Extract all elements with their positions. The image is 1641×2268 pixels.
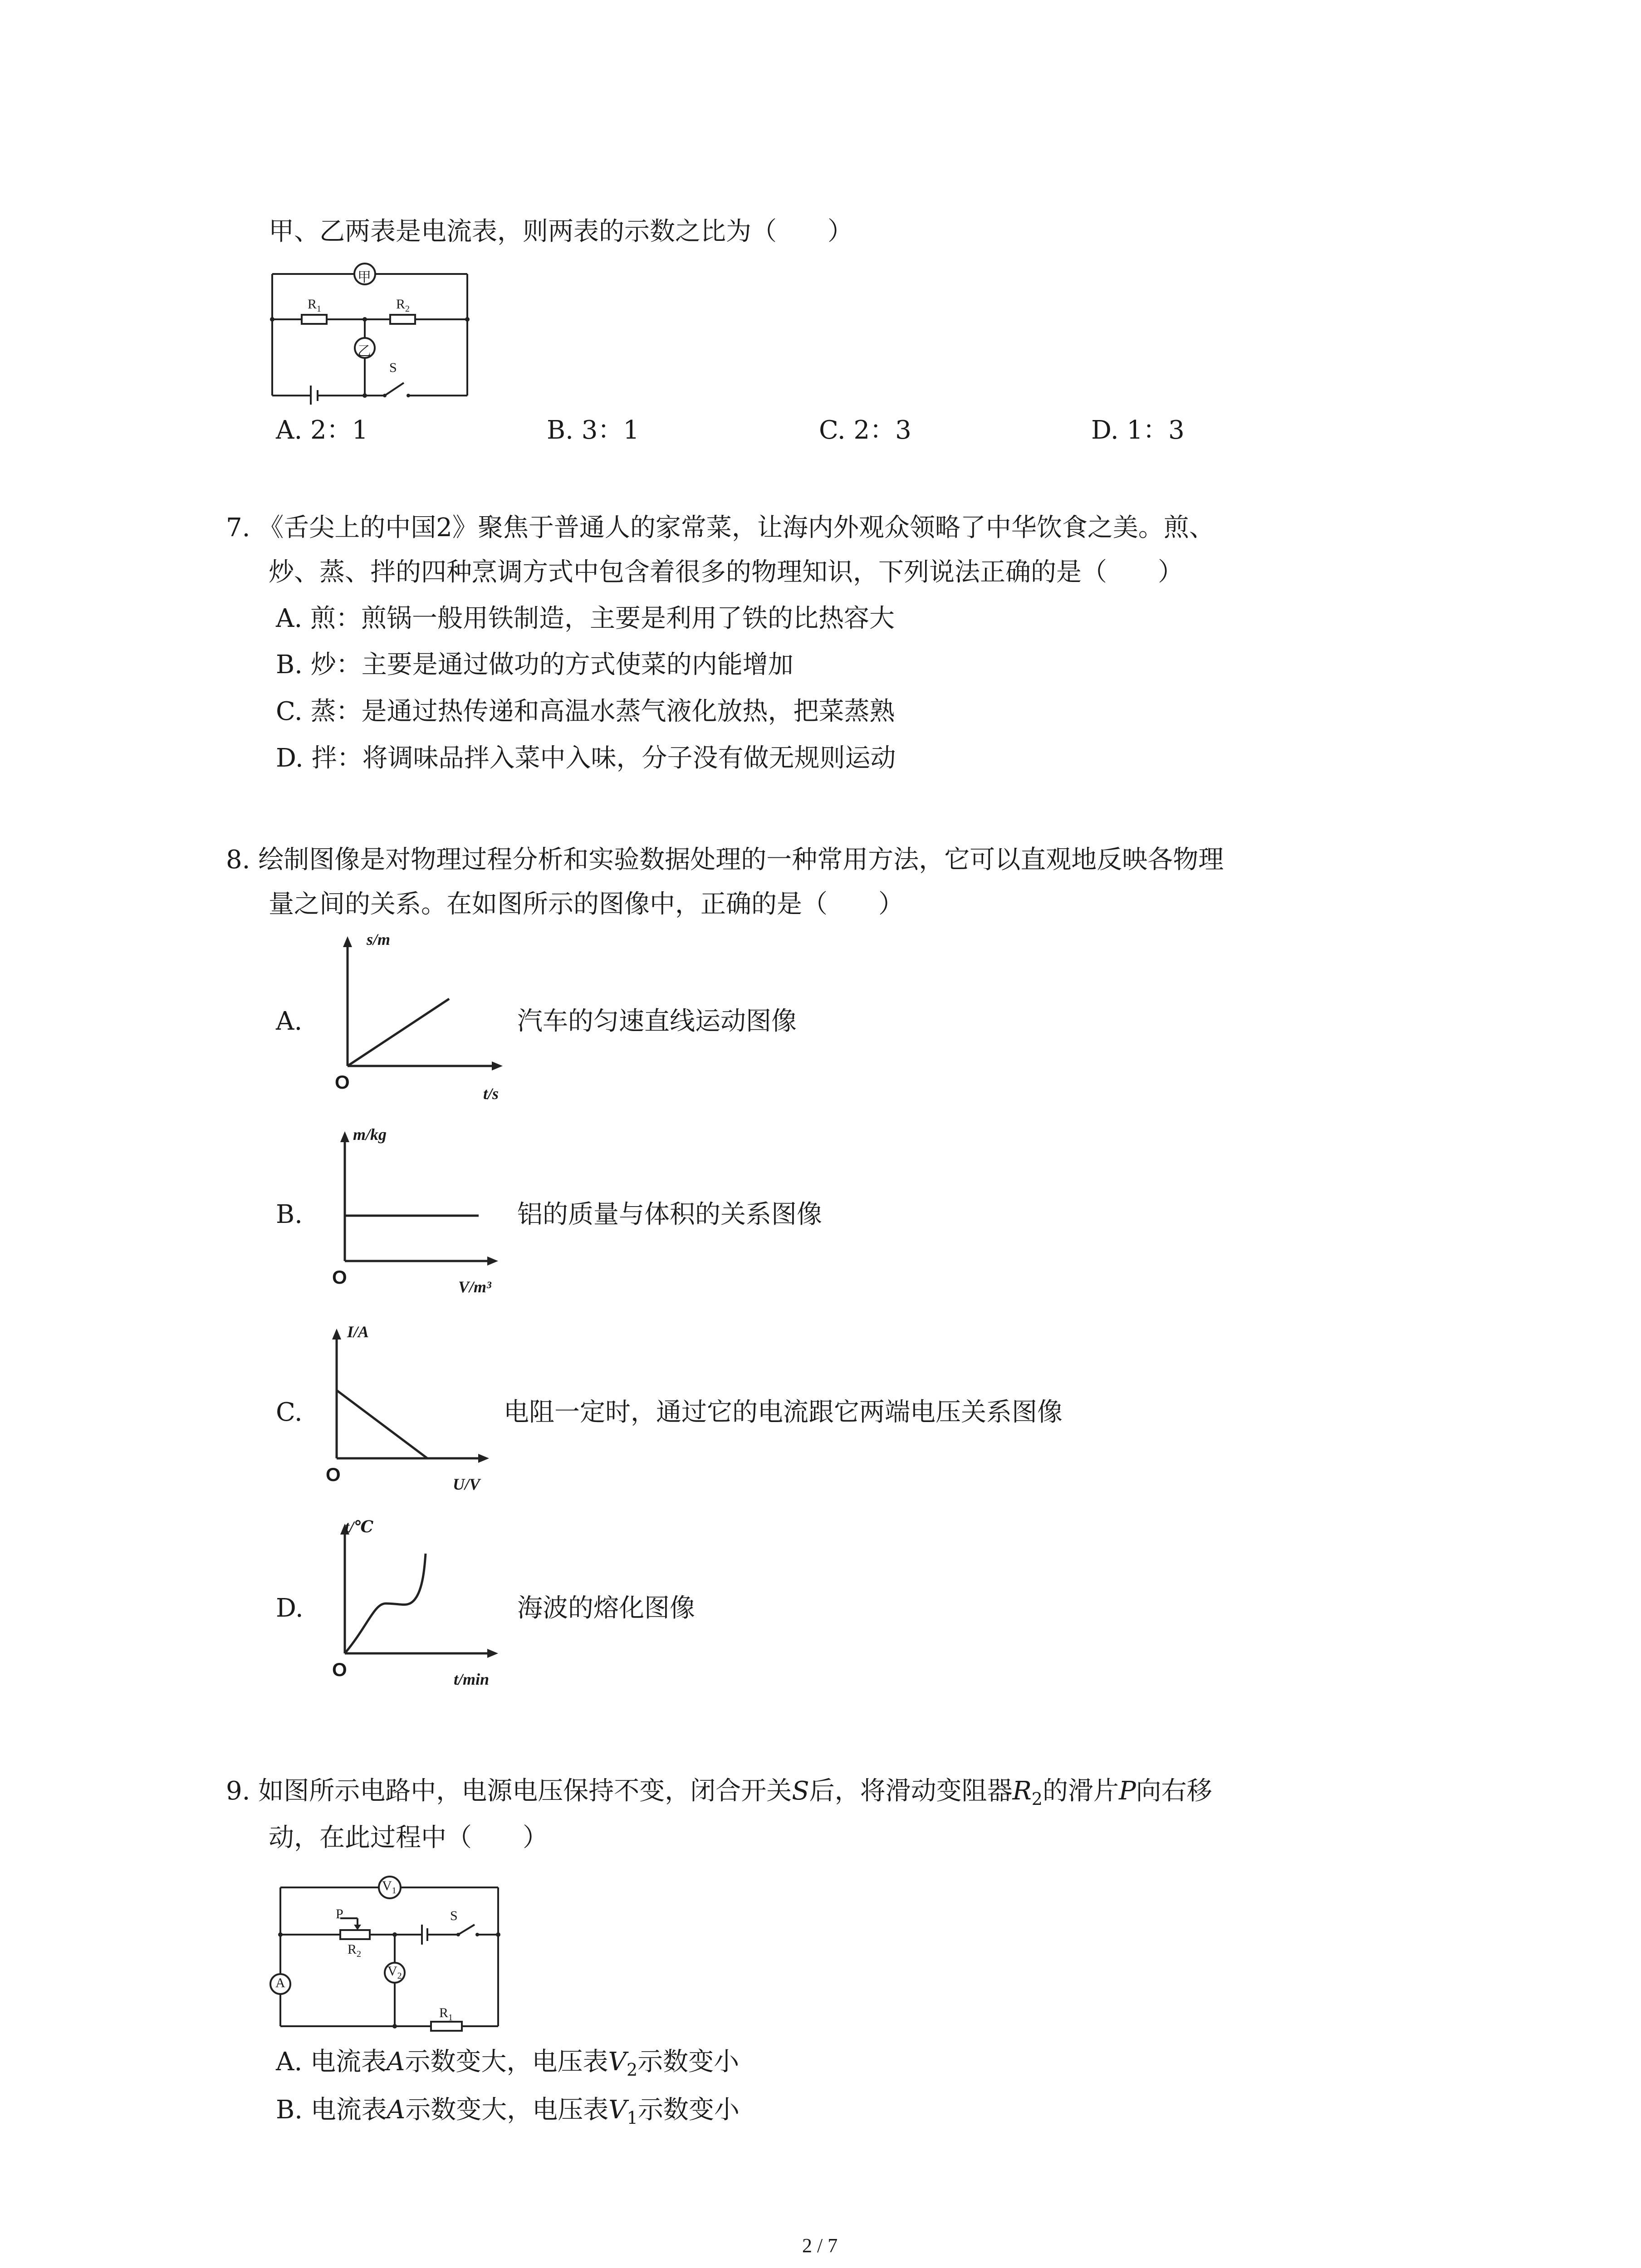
q8-d-xlabel: t/min xyxy=(454,1670,490,1688)
q9-r2-label xyxy=(348,1942,361,1960)
q6-r1-sub: 1 xyxy=(317,304,322,314)
q9-r2-letter: R xyxy=(348,1942,357,1957)
q8-option-a-text: 汽车的匀速直线运动图像 xyxy=(517,1007,797,1036)
page-number: 2 / 7 xyxy=(802,2234,838,2257)
q9-opt-b-pre: B. 电流表 xyxy=(276,2095,387,2125)
q9-r1-sub: 1 xyxy=(448,2013,453,2023)
q9-v2-letter: V xyxy=(387,1964,397,1979)
q6-option-b: B. 3：1 xyxy=(547,415,640,445)
q8-b-ylabel: m/kg xyxy=(353,1125,387,1144)
q9-r2-sub: 2 xyxy=(357,1949,362,1959)
q6-meter-top-label: 甲 xyxy=(358,269,371,285)
q8-option-c-letter: C. xyxy=(276,1398,303,1427)
q9-opt-a-mid: 示数变大，电压表 xyxy=(405,2047,608,2077)
q8-stem-line2: 量之间的关系。在如图所示的图像中，正确的是（ ） xyxy=(269,890,904,919)
q9-v2-label xyxy=(387,1964,402,1981)
q9-circuit-diagram xyxy=(268,1871,513,2034)
q8-c-origin: O xyxy=(326,1464,341,1485)
q9-stem-line1 xyxy=(226,1776,1212,1810)
q6-meter-mid-label: 乙 xyxy=(358,343,371,359)
q9-opt-b-v: V xyxy=(608,2095,627,2125)
q9-opt-b-mid: 示数变大，电压表 xyxy=(405,2095,609,2125)
q7-option-d: D. 拌：将调味品拌入菜中入味，分子没有做无规则运动 xyxy=(276,743,896,773)
q9-stem-p: P xyxy=(1118,1776,1136,1806)
q7-stem-line1: 7. 《舌尖上的中国2》聚焦于普通人的家常菜，让海内外观众领略了中华饮食之美。煎、 xyxy=(226,513,1215,543)
q8-option-a-letter: A. xyxy=(276,1007,303,1036)
q8-d-origin: O xyxy=(332,1659,347,1680)
q8-c-ylabel: I/A xyxy=(347,1323,369,1341)
q8-a-origin: O xyxy=(335,1071,350,1093)
q9-stem-rsub: 2 xyxy=(1031,1789,1043,1809)
q9-v1-letter: V xyxy=(382,1878,392,1893)
q9-v2-sub: 2 xyxy=(397,1971,402,1981)
q6-option-c: C. 2：3 xyxy=(819,415,911,445)
q9-stem-a: 9. 如图所示电路中，电源电压保持不变，闭合开关 xyxy=(226,1776,792,1806)
q8-a-ylabel: s/m xyxy=(367,930,391,948)
q9-stem-line2: 动，在此过程中（ ） xyxy=(269,1823,548,1853)
q9-stem-b: 后，将滑动变阻器 xyxy=(809,1776,1013,1806)
q9-option-a xyxy=(276,2047,739,2081)
q9-opt-a-v: V xyxy=(608,2047,627,2077)
q9-a-label: A xyxy=(275,1975,285,1990)
q8-d-curve-mark xyxy=(345,1554,426,1653)
q8-graph-b xyxy=(318,1125,526,1306)
q9-stem-r: R xyxy=(1012,1776,1032,1806)
q7-option-c: C. 蒸：是通过热传递和高温水蒸气液化放热，把菜蒸熟 xyxy=(276,697,895,726)
q8-option-b-text: 铝的质量与体积的关系图像 xyxy=(517,1200,822,1229)
q8-b-origin: O xyxy=(332,1266,347,1288)
q9-opt-b-a: A xyxy=(387,2095,406,2125)
q6-r1-letter: R xyxy=(308,297,317,312)
q8-b-xlabel: V/m³ xyxy=(458,1278,491,1296)
q9-opt-b-post: 示数变小 xyxy=(637,2095,740,2125)
q9-stem-s: S xyxy=(792,1776,809,1806)
q6-option-d: D. 1：3 xyxy=(1091,415,1185,445)
q8-graph-c xyxy=(309,1322,517,1504)
q9-option-b xyxy=(276,2095,740,2129)
q9-v1-sub: 1 xyxy=(392,1886,397,1896)
q6-r1-label xyxy=(308,297,321,314)
q9-v1-label xyxy=(382,1878,397,1896)
q9-stem-c: 的滑片 xyxy=(1042,1776,1119,1806)
q8-graph-d xyxy=(318,1517,526,1699)
q8-d-ylabel: t/℃ xyxy=(345,1518,374,1536)
q6-r2-sub: 2 xyxy=(405,304,410,314)
q9-r1-label xyxy=(439,2005,453,2023)
q9-opt-b-vsub: 1 xyxy=(627,2108,638,2128)
q9-r1-letter: R xyxy=(439,2005,449,2020)
q9-p-label: P xyxy=(336,1906,343,1921)
q8-option-b-letter: B. xyxy=(276,1200,303,1229)
q9-opt-a-pre: A. 电流表 xyxy=(276,2047,387,2077)
q9-opt-a-a: A xyxy=(387,2047,405,2077)
q8-option-d-letter: D. xyxy=(276,1593,304,1623)
q8-option-c-text: 电阻一定时，通过它的电流跟它两端电压关系图像 xyxy=(504,1398,1063,1427)
q8-option-d-text: 海波的熔化图像 xyxy=(517,1593,695,1623)
q7-option-a: A. 煎：煎锅一般用铁制造，主要是利用了铁的比热容大 xyxy=(276,604,895,633)
q9-opt-a-post: 示数变小 xyxy=(637,2047,740,2077)
q9-stem-d: 向右移 xyxy=(1136,1776,1212,1806)
q8-stem-line1: 8. 绘制图像是对物理过程分析和实验数据处理的一种常用方法，它可以直观地反映各物理 xyxy=(226,845,1224,875)
q8-c-line-mark xyxy=(337,1390,427,1458)
q7-option-b: B. 炒：主要是通过做功的方式使菜的内能增加 xyxy=(276,650,794,679)
q7-stem-line2: 炒、蒸、拌的四种烹调方式中包含着很多的物理知识，下列说法正确的是（ ） xyxy=(269,557,1183,587)
q8-graph-a xyxy=(318,930,526,1111)
q8-a-xlabel: t/s xyxy=(483,1085,499,1103)
q6-r2-letter: R xyxy=(396,297,406,312)
q9-s-label: S xyxy=(450,1908,458,1923)
q6-stem-tail: 甲、乙两表是电流表，则两表的示数之比为（ ） xyxy=(269,217,853,246)
q6-option-a: A. 2：1 xyxy=(276,415,368,445)
q6-circuit-diagram xyxy=(268,259,476,405)
q8-c-xlabel: U/V xyxy=(453,1475,480,1493)
q9-opt-a-vsub: 2 xyxy=(626,2060,638,2080)
q6-r2-label xyxy=(396,297,410,314)
q8-a-line-mark xyxy=(348,999,449,1066)
q6-switch-label: S xyxy=(389,360,397,375)
